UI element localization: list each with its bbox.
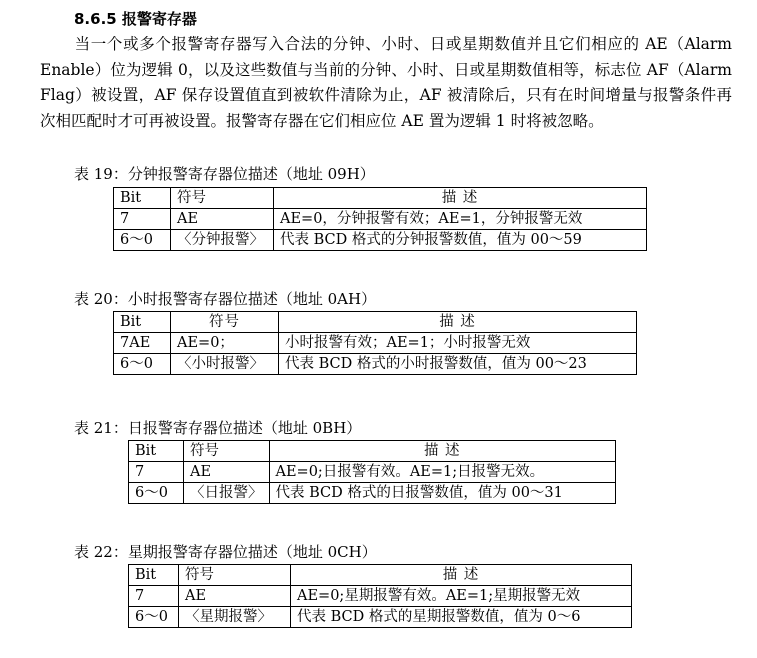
cell-bit: 7 xyxy=(114,209,171,230)
cell-symbol: 〈日报警〉 xyxy=(184,483,270,504)
cell-bit: 6～0 xyxy=(129,483,184,504)
table-20 xyxy=(113,311,637,375)
cell-bit: 7AE xyxy=(114,333,171,354)
table-row xyxy=(129,586,632,607)
cell-bit: 6～0 xyxy=(129,607,179,628)
body-paragraph xyxy=(40,32,732,134)
cell-symbol: AE=0； xyxy=(171,333,279,354)
cell-symbol: AE xyxy=(171,209,274,230)
table-header-row xyxy=(129,565,632,586)
header-description: 描 述 xyxy=(291,565,632,586)
table-row xyxy=(129,607,632,628)
header-symbol: 符号 xyxy=(171,312,279,333)
header-description: 描 述 xyxy=(274,188,647,209)
table-header-row xyxy=(114,312,637,333)
table-row xyxy=(114,354,637,375)
table-22-caption: 表 22：星期报警寄存器位描述（地址 0CH） xyxy=(74,543,377,561)
table-row xyxy=(114,209,647,230)
cell-symbol: 〈小时报警〉 xyxy=(171,354,279,375)
cell-symbol: 〈星期报警〉 xyxy=(179,607,291,628)
table-header-row xyxy=(114,188,647,209)
cell-bit: 7 xyxy=(129,462,184,483)
cell-symbol: 〈分钟报警〉 xyxy=(171,230,274,251)
cell-description: 代表 BCD 格式的星期报警数值，值为 0～6 xyxy=(291,607,632,628)
table-19 xyxy=(113,187,647,251)
header-bit: Bit xyxy=(129,441,184,462)
table-row xyxy=(129,483,616,504)
cell-bit: 6～0 xyxy=(114,354,171,375)
cell-description: 代表 BCD 格式的日报警数值，值为 00～31 xyxy=(269,483,616,504)
cell-description: AE=0;星期报警有效。AE=1;星期报警无效 xyxy=(291,586,632,607)
cell-description: AE=0;日报警有效。AE=1;日报警无效。 xyxy=(269,462,616,483)
table-20-caption: 表 20：小时报警寄存器位描述（地址 0AH） xyxy=(74,290,377,308)
table-19-caption: 表 19：分钟报警寄存器位描述（地址 09H） xyxy=(74,165,375,183)
header-bit: Bit xyxy=(114,188,171,209)
cell-description: AE=0，分钟报警有效；AE=1，分钟报警无效 xyxy=(274,209,647,230)
cell-description: 代表 BCD 格式的小时报警数值，值为 00～23 xyxy=(279,354,637,375)
table-row xyxy=(114,230,647,251)
table-21-caption: 表 21：日报警寄存器位描述（地址 0BH） xyxy=(74,419,362,437)
table-header-row xyxy=(129,441,616,462)
body-paragraph-text: 当一个或多个报警寄存器写入合法的分钟、小时、日或星期数值并且它们相应的 AE（Alarm Enable）位为逻辑 0，以及这些数值与当前的分钟、小时、日或星期数值相等，标志位 AF（Alarm Flag）被设置，AF 保存设置值直到被软件清除为止，AF 被清除后，只有在时间增量与报警条件再次相匹配时才可再被设置。报警寄存器在它们相应位 AE 置为逻辑 1 时将被忽略。 xyxy=(40,35,732,130)
table-21 xyxy=(128,440,616,504)
header-symbol: 符号 xyxy=(184,441,270,462)
section-title: 8.6.5 报警寄存器 xyxy=(74,10,197,28)
table-row xyxy=(114,333,637,354)
table-22 xyxy=(128,564,632,628)
cell-description: 代表 BCD 格式的分钟报警数值，值为 00～59 xyxy=(274,230,647,251)
header-bit: Bit xyxy=(129,565,179,586)
cell-description: 小时报警有效；AE=1；小时报警无效 xyxy=(279,333,637,354)
cell-bit: 6～0 xyxy=(114,230,171,251)
header-description: 描 述 xyxy=(279,312,637,333)
cell-symbol: AE xyxy=(179,586,291,607)
header-symbol: 符号 xyxy=(171,188,274,209)
cell-symbol: AE xyxy=(184,462,270,483)
header-description: 描 述 xyxy=(269,441,616,462)
cell-bit: 7 xyxy=(129,586,179,607)
header-symbol: 符号 xyxy=(179,565,291,586)
header-bit: Bit xyxy=(114,312,171,333)
table-row xyxy=(129,462,616,483)
